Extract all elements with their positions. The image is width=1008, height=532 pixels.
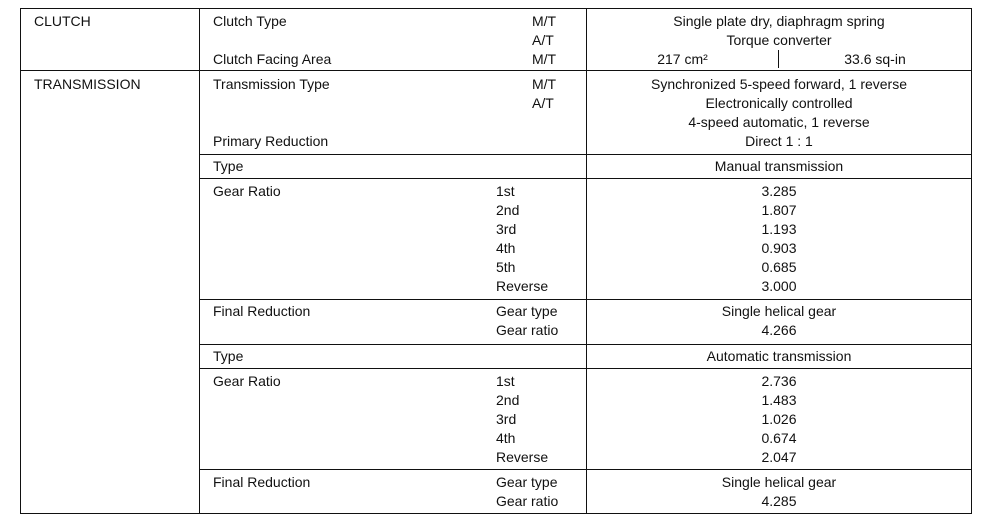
automatic-gear-ratio: 1.026: [761, 411, 797, 427]
manual-gear-name: 2nd: [496, 202, 520, 218]
manual-gear-name: 4th: [496, 240, 516, 256]
clutch-facing-imperial: 33.6 sq-in: [844, 51, 906, 67]
table-border-top: [20, 8, 972, 9]
clutch-section-label: CLUTCH: [34, 13, 91, 29]
transmission-type-label: Transmission Type: [213, 76, 330, 92]
automatic-type-value: Automatic transmission: [706, 348, 852, 364]
manual-final-gear-type-value: Single helical gear: [721, 303, 837, 319]
manual-type-value: Manual transmission: [714, 158, 844, 174]
row-divider-clutch: [20, 70, 972, 71]
clutch-type-mt-value: Single plate dry, diaphragm spring: [673, 13, 885, 29]
column-divider-section: [199, 8, 200, 514]
primary-reduction-value: Direct 1 : 1: [745, 133, 813, 149]
transmission-mt-label: M/T: [532, 76, 557, 92]
automatic-gear-name: Reverse: [496, 449, 549, 465]
automatic-gear-ratio: 2.736: [761, 373, 797, 389]
row-divider-at-final: [199, 469, 972, 470]
clutch-facing-label: Clutch Facing Area: [213, 51, 332, 67]
transmission-type-at-value-2: 4-speed automatic, 1 reverse: [688, 114, 870, 130]
automatic-gear-ratio: 0.674: [761, 430, 797, 446]
transmission-at-label: A/T: [532, 95, 554, 111]
table-border-left: [20, 8, 21, 514]
automatic-gear-ratio: 2.047: [761, 449, 797, 465]
manual-gear-ratio: 1.193: [761, 221, 797, 237]
automatic-final-reduction-label: Final Reduction: [213, 474, 311, 490]
manual-final-reduction-label: Final Reduction: [213, 303, 311, 319]
table-border-bottom: [20, 513, 972, 514]
automatic-gear-name: 3rd: [496, 411, 517, 427]
clutch-type-at-value: Torque converter: [726, 32, 832, 48]
row-divider-at-gears: [199, 368, 972, 369]
primary-reduction-label: Primary Reduction: [213, 133, 329, 149]
automatic-gear-ratio-label: Gear Ratio: [213, 373, 281, 389]
manual-final-gear-ratio-label: Gear ratio: [496, 322, 559, 338]
clutch-facing-mt-label: M/T: [532, 51, 557, 67]
row-divider-mt-type: [199, 154, 972, 155]
automatic-gear-name: 1st: [496, 373, 515, 389]
manual-gear-name: 1st: [496, 183, 515, 199]
table-border-right: [971, 8, 972, 514]
row-divider-at-type: [199, 344, 972, 345]
automatic-final-gear-type-value: Single helical gear: [721, 474, 837, 490]
automatic-gear-ratio: 1.483: [761, 392, 797, 408]
row-divider-mt-final: [199, 299, 972, 300]
row-divider-mt-gears: [199, 178, 972, 179]
transmission-section-label: TRANSMISSION: [34, 76, 141, 92]
manual-gear-ratio: 0.903: [761, 240, 797, 256]
manual-gear-ratio: 3.285: [761, 183, 797, 199]
automatic-type-label: Type: [213, 348, 244, 364]
manual-final-gear-type-label: Gear type: [496, 303, 558, 319]
transmission-type-mt-value: Synchronized 5-speed forward, 1 reverse: [650, 76, 908, 92]
clutch-mt-label: M/T: [532, 13, 557, 29]
clutch-facing-metric: 217 cm²: [657, 51, 708, 67]
automatic-gear-name: 2nd: [496, 392, 520, 408]
automatic-gear-name: 4th: [496, 430, 516, 446]
manual-gear-name: Reverse: [496, 278, 549, 294]
manual-type-label: Type: [213, 158, 244, 174]
manual-gear-ratio-label: Gear Ratio: [213, 183, 281, 199]
manual-final-gear-ratio-value: 4.266: [761, 322, 797, 338]
clutch-type-label: Clutch Type: [213, 13, 287, 29]
clutch-at-label: A/T: [532, 32, 554, 48]
manual-gear-ratio: 1.807: [761, 202, 797, 218]
manual-gear-ratio: 0.685: [761, 259, 797, 275]
transmission-type-at-value-1: Electronically controlled: [705, 95, 853, 111]
manual-gear-name: 5th: [496, 259, 516, 275]
automatic-final-gear-ratio-label: Gear ratio: [496, 493, 559, 509]
manual-gear-name: 3rd: [496, 221, 517, 237]
automatic-final-gear-ratio-value: 4.285: [761, 493, 797, 509]
automatic-final-gear-type-label: Gear type: [496, 474, 558, 490]
manual-gear-ratio: 3.000: [761, 278, 797, 294]
